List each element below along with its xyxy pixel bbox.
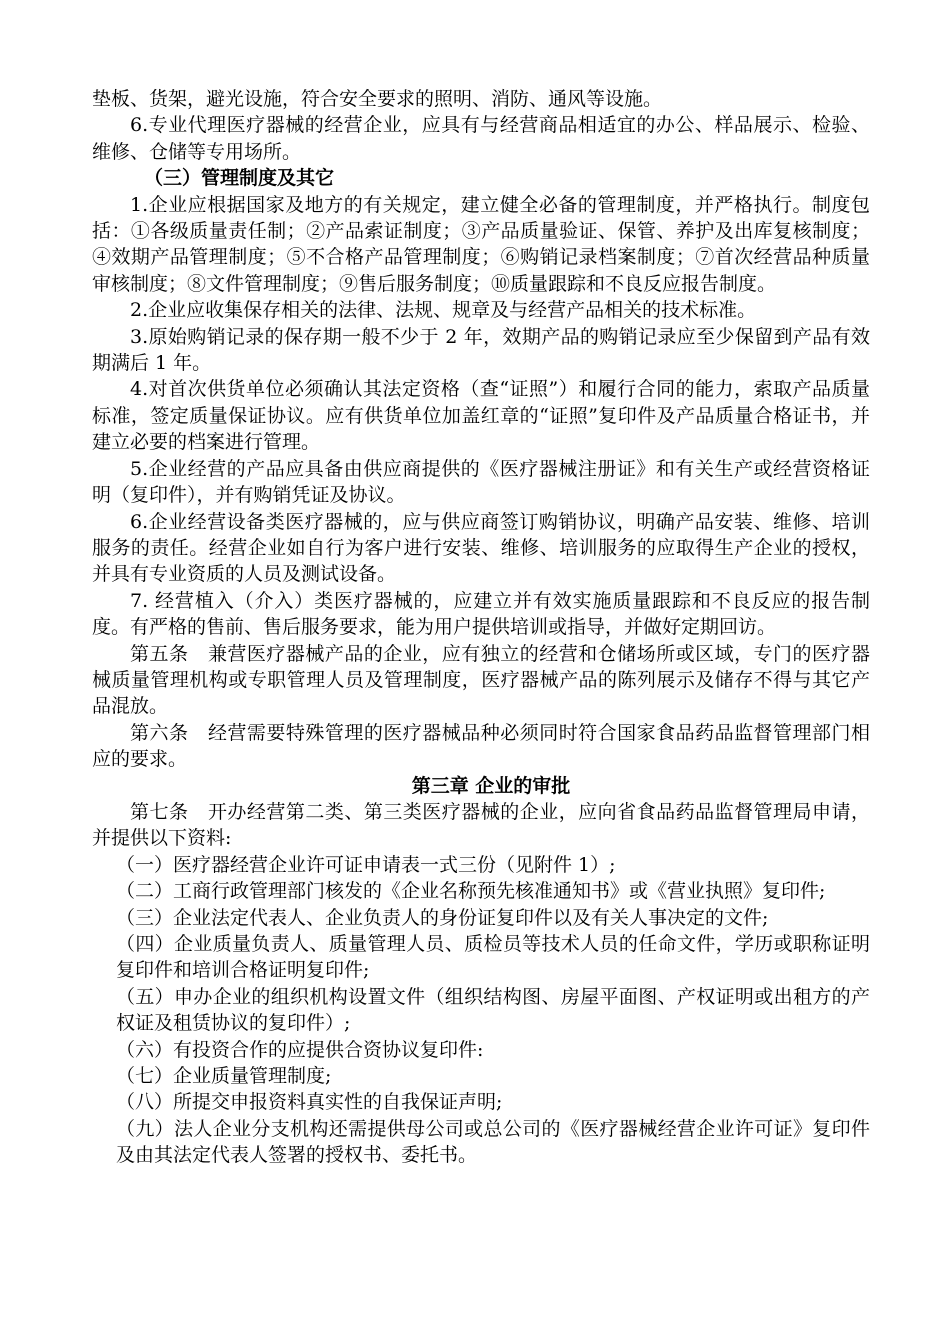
list-item-4: （四）企业质量负责人、质量管理人员、质检员等技术人员的任命文件，学历或职称证明复印件和培训合格证明复印件;: [116, 933, 870, 982]
list-item-1: （一）医疗器经营企业许可证申请表一式三份（见附件 1）;: [116, 853, 616, 876]
paragraph-item-3-records: 3.原始购销记录的保存期一般不少于 2 年，效期产品的购销记录应至少保留到产品有效期满后 1 年。: [92, 325, 870, 375]
list-item-8: （八）所提交申报资料真实性的自我保证声明;: [116, 1091, 503, 1114]
chapter-heading: 第三章 企业的审批: [411, 774, 571, 797]
section-heading-management: （三）管理制度及其它: [144, 167, 335, 190]
article-5: 第五条 兼营医疗器械产品的企业，应有独立的经营和仓储场所或区域，专门的医疗器械质量管理机构或专职管理人员及管理制度，医疗器械产品的陈列展示及储存不得与其它产品混放。: [92, 642, 870, 718]
article-7: 第七条 开办经营第二类、第三类医疗器械的企业，应向省食品药品监督管理局申请，并提供以下资料:: [92, 800, 870, 850]
paragraph-item-5-certificates: 5.企业经营的产品应具备由供应商提供的《医疗器械注册证》和有关生产或经营资格证明（复印件），并有购销凭证及协议。: [92, 457, 870, 507]
list-item-6: （六）有投资合作的应提供合资协议复印件:: [116, 1038, 484, 1061]
document-page: [92, 86, 870, 1169]
list-item-7: （七）企业质量管理制度;: [116, 1065, 332, 1088]
list-item-9: （九）法人企业分支机构还需提供母公司或总公司的《医疗器械经营企业许可证》复印件及由其法定代表人签署的授权书、委托书。: [116, 1117, 870, 1167]
list-item-3: （三）企业法定代表人、企业负责人的身份证复印件以及有关人事决定的文件;: [116, 906, 769, 929]
paragraph-item-1-systems: 1.企业应根据国家及地方的有关规定，建立健全必备的管理制度，并严格执行。制度包括：①各级质量责任制；②产品索证制度；③产品质量验证、保管、养护及出库复核制度；④效期产品管理制度；⑤不合格产品管理制度；⑥购销记录档案制度；⑦首次经营品种质量审核制度；⑧文件管理制度；⑨售后服务制度；⑩质量跟踪和不良反应报告制度。: [92, 193, 870, 295]
paragraph-item-6-premises: 6.专业代理医疗器械的经营企业，应具有与经营商品相适宜的办公、样品展示、检验、维修、仓储等专用场所。: [92, 114, 870, 163]
list-item-5: （五）申办企业的组织机构设置文件（组织结构图、房屋平面图、产权证明或出租方的产权证及租赁协议的复印件）;: [116, 985, 870, 1035]
paragraph-item-7-implants: 7. 经营植入（介入）类医疗器械的，应建立并有效实施质量跟踪和不良反应的报告制度。有严格的售前、售后服务要求，能为用户提供培训或指导，并做好定期回访。: [92, 589, 870, 639]
paragraph-item-2-standards: 2.企业应收集保存相关的法律、法规、规章及与经营产品相关的技术标准。: [130, 299, 757, 322]
paragraph-item-6-equipment: 6.企业经营设备类医疗器械的，应与供应商签订购销协议，明确产品安装、维修、培训服务的责任。经营企业如自行为客户进行安装、维修、培训服务的应取得生产企业的授权，并具有专业资质的人员及测试设备。: [92, 510, 870, 586]
paragraph-item-4-suppliers: 4.对首次供货单位必须确认其法定资格（查“证照”）和履行合同的能力，索取产品质量标准，签定质量保证协议。应有供货单位加盖红章的“证照”复印件及产品质量合格证书，并建立必要的档案进行管理。: [92, 378, 870, 454]
article-6: 第六条 经营需要特殊管理的医疗器械品种必须同时符合国家食品药品监督管理部门相应的要求。: [92, 721, 870, 771]
paragraph-facilities-continued: 垫板、货架，避光设施，符合安全要求的照明、消防、通风等设施。: [92, 88, 663, 110]
list-item-2: （二）工商行政管理部门核发的《企业名称预先核准通知书》或《营业执照》复印件;: [116, 880, 826, 903]
